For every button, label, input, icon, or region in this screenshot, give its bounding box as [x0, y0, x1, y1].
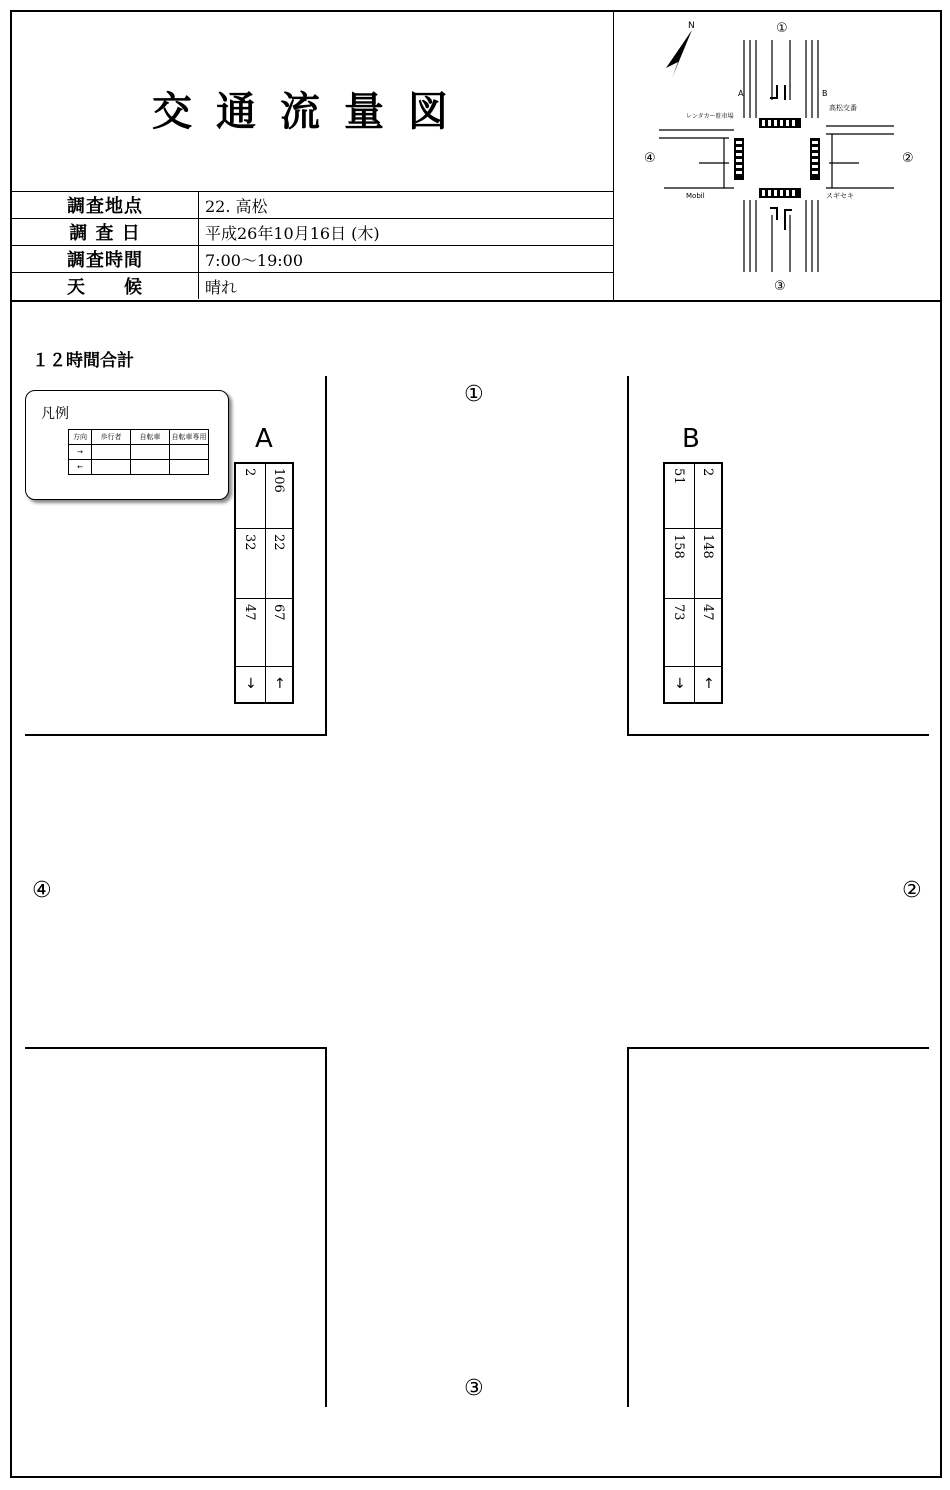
legend-header: 自転車専用 — [170, 430, 209, 445]
station-b-value: 148 — [700, 534, 715, 559]
legend-box — [25, 390, 229, 500]
station-b-value: 2 — [700, 468, 715, 477]
station-b-tally — [663, 462, 723, 704]
north-arrow-icon — [666, 21, 695, 78]
station-a-value: 32 — [242, 534, 257, 551]
legend-header: 自転車 — [131, 430, 170, 445]
svg-text:A: A — [738, 89, 744, 98]
svg-text:レンタカー駐車場: レンタカー駐車場 — [686, 113, 734, 120]
road-edge — [325, 1047, 327, 1407]
station-b-value: 47 — [700, 604, 715, 621]
direction-3-label: ③ — [464, 1376, 484, 1401]
svg-text:④: ④ — [644, 151, 656, 166]
legend-arrow-left: ← — [69, 460, 92, 475]
info-label: 調査時間 — [12, 246, 199, 273]
legend-header: 歩行者 — [92, 430, 131, 445]
svg-text:①: ① — [776, 21, 788, 36]
up-arrow-icon: ↑ — [274, 676, 286, 692]
svg-text:②: ② — [902, 151, 914, 166]
legend-title: 凡例 — [41, 406, 69, 422]
svg-text:N: N — [688, 21, 695, 31]
station-b-value: 51 — [671, 468, 686, 485]
legend-table — [68, 429, 209, 475]
road-edge — [627, 1047, 929, 1049]
info-value: 7:00～19:00 — [199, 246, 615, 273]
station-b-label: B — [682, 424, 700, 454]
lane-arrows — [770, 85, 792, 230]
station-b-value: 158 — [671, 534, 686, 559]
station-a-value: 47 — [242, 604, 257, 621]
info-row-time — [12, 246, 614, 273]
legend-arrow-right: → — [69, 445, 92, 460]
station-a-value: 67 — [271, 604, 286, 621]
direction-4-label: ④ — [32, 878, 52, 903]
down-arrow-icon: ↓ — [674, 676, 686, 692]
road-edge — [627, 1047, 629, 1407]
up-arrow-icon: ↑ — [703, 676, 715, 692]
direction-1-label: ① — [464, 382, 484, 407]
down-arrow-icon: ↓ — [245, 676, 257, 692]
road-lines — [659, 40, 894, 272]
station-a-value: 106 — [271, 468, 286, 493]
info-row-date — [12, 219, 614, 246]
road-edge — [25, 1047, 327, 1049]
station-a-value: 22 — [271, 534, 286, 551]
svg-text:高松交番: 高松交番 — [829, 104, 857, 112]
intersection-map-svg — [614, 10, 943, 302]
road-edge — [627, 376, 629, 736]
station-a-label: A — [255, 424, 273, 454]
crosswalk-marks — [734, 118, 820, 198]
intersection-mini-map — [613, 10, 942, 302]
survey-info-table — [12, 191, 614, 299]
page-title: 交通流量図 — [152, 89, 472, 135]
svg-text:スギセキ: スギセキ — [826, 192, 854, 200]
info-label: 天 候 — [12, 273, 199, 300]
svg-text:③: ③ — [774, 279, 786, 294]
info-row-weather — [12, 273, 614, 300]
road-edge — [627, 734, 929, 736]
section-title: １２時間合計 — [32, 351, 134, 371]
station-b-value: 73 — [671, 604, 686, 621]
road-edge — [325, 376, 327, 736]
direction-2-label: ② — [902, 878, 922, 903]
svg-text:Mobil: Mobil — [686, 192, 705, 200]
info-row-location — [12, 192, 614, 219]
info-label: 調 査 日 — [12, 219, 199, 246]
svg-text:B: B — [822, 89, 828, 98]
legend-header: 方向 — [69, 430, 92, 445]
info-value: 22. 高松 — [199, 192, 615, 219]
info-label: 調査地点 — [12, 192, 199, 219]
station-a-value: 2 — [242, 468, 257, 477]
road-edge — [25, 734, 327, 736]
info-value: 平成26年10月16日 (木) — [199, 219, 615, 246]
info-value: 晴れ — [199, 273, 615, 300]
station-a-tally — [234, 462, 294, 704]
